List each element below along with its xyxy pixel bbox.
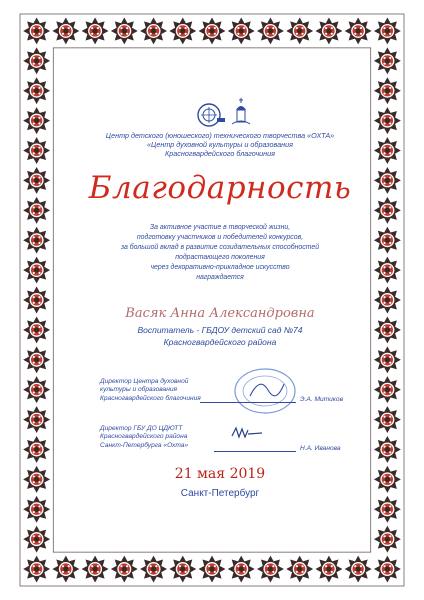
ornament-tile xyxy=(374,526,401,553)
ornament-tile xyxy=(52,556,79,583)
ornament-tile xyxy=(52,17,79,44)
ornament-tile xyxy=(374,137,401,164)
ornament-tile xyxy=(374,257,401,284)
ornament-tile xyxy=(374,466,401,493)
body-line-6: награждается xyxy=(196,274,244,281)
ornament-tile xyxy=(315,556,342,583)
ornament-tile xyxy=(82,17,109,44)
ornament-tile xyxy=(374,436,401,463)
ornament-tile xyxy=(23,167,50,194)
ornament-tile xyxy=(23,496,50,523)
ornament-tile xyxy=(228,17,255,44)
ornament-tile xyxy=(169,17,196,44)
ornament-tile xyxy=(257,556,284,583)
ornament-tile xyxy=(257,17,284,44)
ornament-tile xyxy=(23,346,50,373)
ornament-tile xyxy=(23,107,50,134)
ornament-tile xyxy=(199,17,226,44)
ornament-tile xyxy=(23,227,50,254)
ornament-tile xyxy=(23,316,50,343)
ornament-tile xyxy=(374,227,401,254)
ornament-tile xyxy=(23,556,50,583)
body-line-2: подготовку участников и победителей конкурсов, xyxy=(136,234,304,241)
signature-mark xyxy=(230,424,264,442)
signatory-2-name: Н.А. Иванова xyxy=(300,445,341,452)
ornament-tile xyxy=(374,376,401,403)
ornament-tile xyxy=(374,167,401,194)
okhta-logo xyxy=(196,102,226,128)
ornament-tile xyxy=(374,287,401,314)
ornament-tile xyxy=(374,346,401,373)
certificate-title: Благодарность xyxy=(88,170,352,206)
org-line-2: «Центр духовной культуры и образования xyxy=(147,140,293,149)
ornament-tile xyxy=(23,526,50,553)
ornament-tile xyxy=(23,197,50,224)
ornament-tile xyxy=(140,556,167,583)
ornament-tile xyxy=(374,406,401,433)
ornament-tile xyxy=(23,137,50,164)
ornament-tile xyxy=(169,556,196,583)
ornament-tile xyxy=(286,17,313,44)
ornament-tile xyxy=(111,17,138,44)
signatory-1-name: Э.А. Митиков xyxy=(300,396,344,403)
signatory-1-title: Директор Центра духовной культуры и образования Красногвардейского благочиния xyxy=(100,378,201,402)
ornament-tile xyxy=(374,47,401,74)
ornament-tile xyxy=(374,556,401,583)
ornament-tile xyxy=(23,376,50,403)
ornament-tile xyxy=(23,77,50,104)
ornament-tile xyxy=(345,556,372,583)
body-line-4: подрастающего поколения xyxy=(175,254,265,261)
ornament-tile xyxy=(374,77,401,104)
ornament-tile xyxy=(23,257,50,284)
signatory-2-title: Директор ГБУ ДО ЦДЮТТ Красногвардейского района Санкт-Петербурга «Охта» xyxy=(100,425,189,449)
ornament-tile xyxy=(315,17,342,44)
body-line-1: За активное участие в творческой жизни, xyxy=(149,224,291,231)
ornament-tile xyxy=(23,17,50,44)
ornament-tile xyxy=(286,556,313,583)
body-line-3: за большой вклад в развитие созидательных способностей xyxy=(120,244,320,251)
ornament-tile xyxy=(374,197,401,224)
ornament-tile xyxy=(374,316,401,343)
ornament-tile xyxy=(199,556,226,583)
org-line-1: Центр детского (юношеского) технического творчества «ОХТА» xyxy=(105,131,335,140)
signature-line-2 xyxy=(214,451,296,452)
ornament-tile xyxy=(111,556,138,583)
signature-line-1 xyxy=(200,402,296,403)
church-logo xyxy=(230,96,252,128)
ornament-tile xyxy=(140,17,167,44)
ornament-tile xyxy=(345,17,372,44)
body-line-5: через декоративно-прикладное искусство xyxy=(150,264,290,271)
ornament-tile xyxy=(374,496,401,523)
ornament-tile xyxy=(23,436,50,463)
recipient-district: Красногвардейского района xyxy=(163,337,277,347)
ornament-tile xyxy=(228,556,255,583)
issue-date: 21 мая 2019 xyxy=(174,466,266,482)
ornament-tile xyxy=(82,556,109,583)
ornament-tile xyxy=(23,47,50,74)
ornament-tile xyxy=(23,406,50,433)
recipient-position: Воспитатель - ГБДОУ детский сад №74 xyxy=(137,325,303,335)
ornament-tile xyxy=(374,17,401,44)
ornament-tile xyxy=(374,107,401,134)
official-stamp xyxy=(232,366,298,416)
issue-city: Санкт-Петербург xyxy=(180,488,260,499)
recipient-name: Васяк Анна Александровна xyxy=(125,306,315,321)
org-line-3: Красногвардейского благочиния xyxy=(165,149,275,158)
ornament-tile xyxy=(23,287,50,314)
ornament-tile xyxy=(23,466,50,493)
